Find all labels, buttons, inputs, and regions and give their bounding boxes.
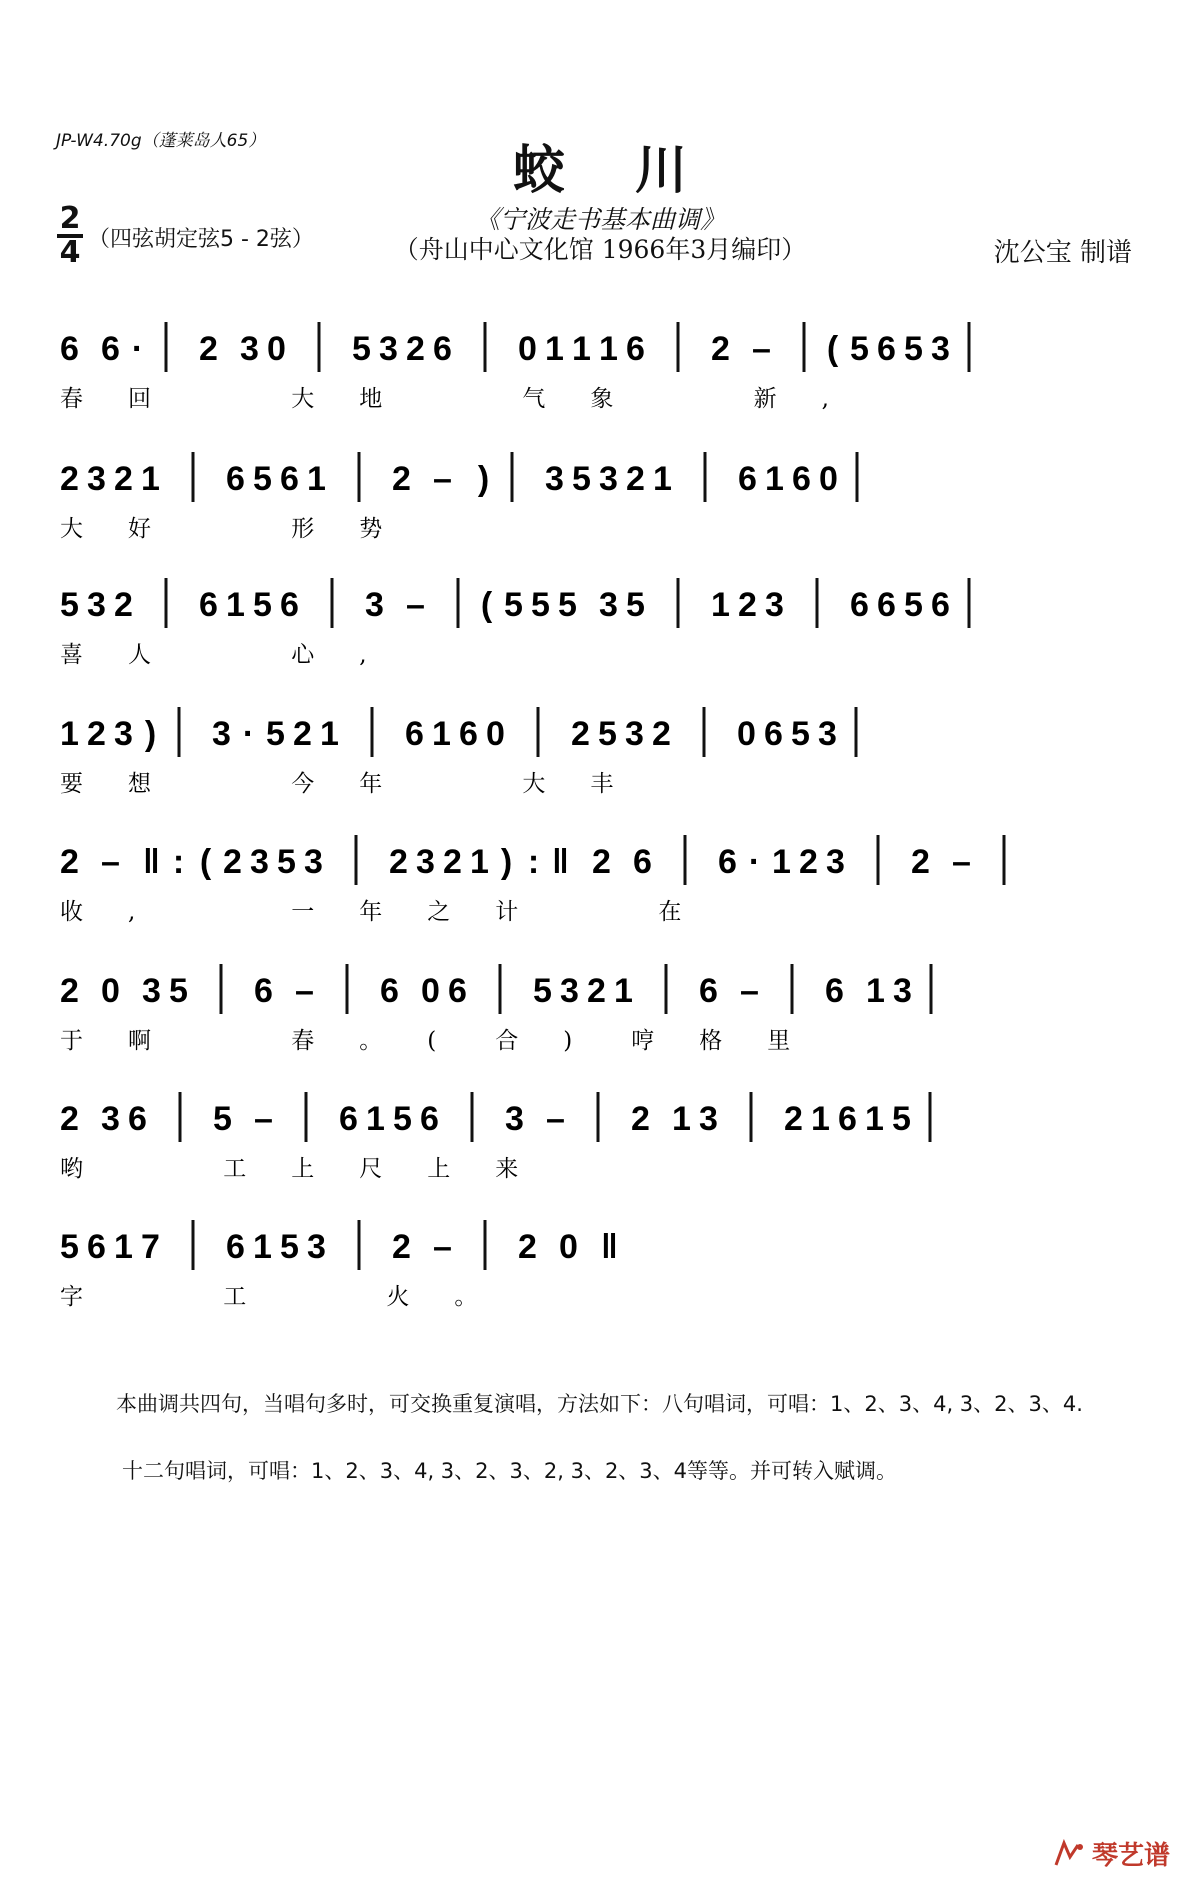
performance-note: 本曲调共四句，当唱句多时，可交换重复演唱，方法如下：八句唱词，可唱：1、2、3、4, 3、2、3、4. [116,1392,1083,1416]
note-glyph: 2 [114,460,133,498]
note-glyph: 2 [592,843,611,881]
lyric-char: 喜 [60,642,83,668]
note-glyph: 5 [531,586,550,624]
lyric-char: 上 [427,1156,451,1182]
note-glyph: 5 [393,1100,412,1138]
note-glyph: 5 [253,586,272,624]
note-glyph: 2 [571,715,590,753]
note-glyph: 6 [420,1100,439,1138]
note-glyph: 1 [866,972,885,1010]
note-glyph: 2 [406,330,425,368]
lyric-char: , [359,642,367,668]
note-glyph: 3 [416,843,435,881]
note-glyph: 3 [250,843,269,881]
note-glyph: 2 [738,586,757,624]
lyric-char: 大 [60,516,83,542]
lyric-char: 上 [291,1156,315,1182]
lyric-char: 人 [128,642,151,668]
note-glyph: – [101,843,120,881]
note-glyph: 1 [572,330,591,368]
watermark-logo-icon [1052,1839,1086,1869]
note-glyph: – [433,460,452,498]
lyric-char: 年 [359,899,383,925]
note-glyph: 2 [87,715,106,753]
lyric-char: 今 [291,771,315,797]
note-glyph: 0 [737,715,756,753]
note-glyph: – [295,972,314,1010]
time-signature-bottom: 4 [59,235,81,270]
note-glyph: ) [144,715,157,753]
note-glyph: 2 [60,1100,79,1138]
note-glyph: 3 [142,972,161,1010]
watermark-text: 琴艺谱 [1091,1841,1170,1871]
note-glyph: 2 [911,843,930,881]
note-glyph: 2 [443,843,462,881]
lyric-char: 心 [291,642,315,668]
note-glyph: – [752,330,771,368]
lyric-char: 新 [753,386,777,412]
note-glyph: 1 [226,586,245,624]
tuning: （四弦胡定弦5 - 2弦） [88,227,314,252]
lyric-char: 收 [60,899,83,925]
lyric-char: 春 [60,386,83,412]
publication-info: （舟山中心文化馆 1966年3月编印） [393,235,807,264]
note-glyph: 6 [699,972,718,1010]
lyric-char: 工 [223,1284,247,1310]
lyric-line [56,382,1146,412]
note-glyph: 6 [448,972,467,1010]
lyric-char: 丰 [590,771,614,797]
note-glyph: 2 [652,715,671,753]
note-glyph: 3 [599,460,618,498]
note-glyph: 1 [366,1100,385,1138]
note-glyph: 3 [212,715,231,753]
note-glyph: 6 [838,1100,857,1138]
note-glyph: 5 [253,460,272,498]
note-glyph: 5 [280,1228,299,1266]
note-glyph: 2 [389,843,408,881]
time-signature [56,201,84,270]
note-glyph: 6 [280,460,299,498]
note-glyph: 2 [518,1228,537,1266]
note-glyph: ( [480,586,493,624]
lyric-line [56,895,1146,925]
note-glyph: – [254,1100,273,1138]
note-glyph: – [952,843,971,881]
note-glyph: 6 [101,330,120,368]
note-glyph: 1 [470,843,489,881]
note-glyph: 3 [545,460,564,498]
note-glyph: 6 [60,330,79,368]
lyric-char: 大 [291,386,315,412]
note-glyph: 2 [114,586,133,624]
page-title: 蛟川 [512,140,757,201]
note-glyph: · [131,330,144,368]
note-glyph: : [527,843,540,881]
note-glyph: 2 [711,330,730,368]
notation-svg [56,320,1146,380]
lyric-char: 地 [359,386,383,412]
note-glyph: 2 [631,1100,650,1138]
note-glyph: 2 [199,330,218,368]
lyric-svg [56,1024,1146,1056]
note-glyph: 3 [699,1100,718,1138]
note-glyph: 5 [169,972,188,1010]
lyric-char: ( [427,1028,437,1054]
note-glyph: 1 [141,460,160,498]
note-glyph: 5 [904,330,923,368]
lyric-char: 象 [590,386,614,412]
note-glyph: 6 [199,586,218,624]
note-glyph: 5 [266,715,285,753]
note-glyph: 6 [87,1228,106,1266]
note-glyph: 5 [504,586,523,624]
lyric-line [56,512,1146,542]
lyric-svg [56,1152,1146,1184]
header-source: JP-W4.70g（蓬莱岛人65） [56,131,266,151]
note-glyph: 1 [432,715,451,753]
note-glyph: 1 [653,460,672,498]
note-glyph: 1 [320,715,339,753]
lyric-char: 一 [291,899,315,925]
note-glyph: 3 [599,586,618,624]
note-glyph: 0 [421,972,440,1010]
note-glyph: 5 [904,586,923,624]
note-glyph: 6 [128,1100,147,1138]
lyric-char: 尺 [359,1156,383,1182]
lyric-char: 回 [128,386,151,412]
note-glyph: 5 [60,1228,79,1266]
note-glyph: 6 [339,1100,358,1138]
note-glyph: 5 [352,330,371,368]
lyric-char: 火 [386,1284,410,1310]
lyric-svg [56,895,1146,927]
notation-svg [56,450,1146,510]
note-glyph: 1 [599,330,618,368]
note-glyph: – [433,1228,452,1266]
note-glyph: 0 [486,715,505,753]
note-glyph: 2 [392,460,411,498]
lyric-char: 。 [454,1284,478,1310]
lyric-line [56,1152,1146,1182]
note-glyph: 6 [626,330,645,368]
lyric-char: , [821,386,829,412]
notation-line [56,833,1146,889]
note-glyph: ‖ [601,1228,618,1266]
note-glyph: : [172,843,185,881]
watermark [1052,1835,1170,1872]
lyric-svg [56,512,1146,544]
note-glyph: 3 [505,1100,524,1138]
lyric-char: 气 [522,386,546,412]
note-glyph: 3 [893,972,912,1010]
note-glyph: 6 [718,843,737,881]
note-glyph: 6 [405,715,424,753]
note-glyph: 3 [826,843,845,881]
note-glyph: 5 [598,715,617,753]
note-glyph: 2 [223,843,242,881]
note-glyph: ) [500,843,513,881]
subtitle: 《宁波走书基本曲调》 [474,205,725,234]
note-glyph: ( [199,843,212,881]
note-glyph: 0 [518,330,537,368]
author: 沈公宝 制谱 [993,238,1132,268]
note-glyph: 2 [392,1228,411,1266]
note-glyph: 5 [60,586,79,624]
lyric-char: ) [563,1028,573,1054]
notation-line [56,320,1146,376]
note-glyph: 6 [380,972,399,1010]
note-glyph: 1 [672,1100,691,1138]
lyric-char: 啊 [128,1028,151,1054]
note-glyph: 6 [931,586,950,624]
note-glyph: 5 [558,586,577,624]
note-glyph: 1 [865,1100,884,1138]
note-glyph: 3 [365,586,384,624]
lyric-char: 形 [291,516,315,542]
notation-svg [56,705,1146,765]
note-glyph: ‖ [143,843,160,881]
notation-svg [56,576,1146,636]
lyric-char: 哟 [60,1156,83,1182]
note-glyph: 2 [799,843,818,881]
note-glyph: 0 [559,1228,578,1266]
lyric-char: 来 [495,1156,519,1182]
note-glyph: 1 [114,1228,133,1266]
note-glyph: 6 [764,715,783,753]
note-glyph: 2 [626,460,645,498]
note-glyph: 6 [738,460,757,498]
note-glyph: 5 [572,460,591,498]
notation-svg [56,962,1146,1022]
note-glyph: 3 [101,1100,120,1138]
note-glyph: 2 [60,972,79,1010]
time-signature-top: 2 [59,201,81,236]
note-glyph: 6 [877,586,896,624]
note-glyph: 2 [60,460,79,498]
lyric-char: 要 [60,771,83,797]
note-glyph: 6 [825,972,844,1010]
note-glyph: 2 [784,1100,803,1138]
lyric-char: 哼 [631,1028,655,1054]
note-glyph: – [546,1100,565,1138]
performance-note: 十二句唱词，可唱：1、2、3、4, 3、2、3、2, 3、2、3、4等等。并可转入赋调。 [122,1459,898,1483]
lyric-char: 字 [60,1284,83,1310]
notation-svg [56,1218,1146,1278]
notation-line [56,705,1146,761]
lyric-svg [56,382,1146,414]
notation-line [56,576,1146,632]
note-glyph: 3 [560,972,579,1010]
note-glyph: 3 [379,330,398,368]
note-glyph: 6 [254,972,273,1010]
lyric-char: 工 [223,1156,247,1182]
lyric-char: 于 [60,1028,83,1054]
note-glyph: 6 [226,1228,245,1266]
note-glyph: 1 [614,972,633,1010]
lyric-char: 。 [359,1028,383,1054]
lyric-line [56,1280,1146,1310]
note-glyph: 6 [433,330,452,368]
notation-line [56,450,1146,506]
note-glyph: 7 [141,1228,160,1266]
notation-line [56,962,1146,1018]
note-glyph: 1 [772,843,791,881]
lyric-line [56,638,1146,668]
note-glyph: ) [477,460,490,498]
note-glyph: · [748,843,761,881]
note-glyph: 6 [792,460,811,498]
notation-svg [56,833,1146,893]
note-glyph: 3 [87,586,106,624]
note-glyph: 5 [892,1100,911,1138]
note-glyph: 3 [818,715,837,753]
note-glyph: 6 [633,843,652,881]
note-glyph: 0 [267,330,286,368]
note-glyph: 6 [850,586,869,624]
note-glyph: 5 [533,972,552,1010]
lyric-char: 计 [495,899,519,925]
note-glyph: 1 [545,330,564,368]
note-glyph: 3 [931,330,950,368]
lyric-char: 年 [359,771,383,797]
note-glyph: 1 [811,1100,830,1138]
note-glyph: 5 [213,1100,232,1138]
note-glyph: 3 [240,330,259,368]
lyric-char: , [128,899,136,925]
note-glyph: 1 [253,1228,272,1266]
note-glyph: 3 [304,843,323,881]
lyric-char: 合 [495,1028,519,1054]
lyric-char: 好 [128,516,151,542]
note-glyph: 6 [459,715,478,753]
note-glyph: 1 [765,460,784,498]
lyric-svg [56,638,1146,670]
lyric-line [56,1024,1146,1054]
lyric-char: 里 [767,1028,791,1054]
note-glyph: 1 [60,715,79,753]
note-glyph: 3 [765,586,784,624]
note-glyph: 5 [277,843,296,881]
note-glyph: 2 [293,715,312,753]
note-glyph: 0 [819,460,838,498]
lyric-char: 势 [359,516,383,542]
note-glyph: 2 [60,843,79,881]
note-glyph: ( [826,330,839,368]
note-glyph: 5 [626,586,645,624]
note-glyph: 3 [625,715,644,753]
lyric-char: 在 [658,899,682,925]
note-glyph: 3 [87,460,106,498]
note-glyph: 6 [877,330,896,368]
note-glyph: 6 [280,586,299,624]
lyric-char: 大 [522,771,546,797]
notation-svg [56,1090,1146,1150]
note-glyph: 6 [226,460,245,498]
lyric-char: 之 [427,899,451,925]
lyric-svg [56,767,1146,799]
note-glyph: 1 [711,586,730,624]
note-glyph: 3 [114,715,133,753]
note-glyph: 3 [307,1228,326,1266]
note-glyph: 5 [850,330,869,368]
note-glyph: – [740,972,759,1010]
notation-line [56,1218,1146,1274]
note-glyph: 2 [587,972,606,1010]
notation-line [56,1090,1146,1146]
note-glyph: 1 [307,460,326,498]
note-glyph: 0 [101,972,120,1010]
lyric-char: 春 [291,1028,315,1054]
lyric-line [56,767,1146,797]
note-glyph: 5 [791,715,810,753]
lyric-char: 想 [128,771,151,797]
note-glyph: ‖ [552,843,569,881]
lyric-char: 格 [699,1028,723,1054]
note-glyph: – [406,586,425,624]
lyric-svg [56,1280,1146,1312]
note-glyph: · [242,715,255,753]
